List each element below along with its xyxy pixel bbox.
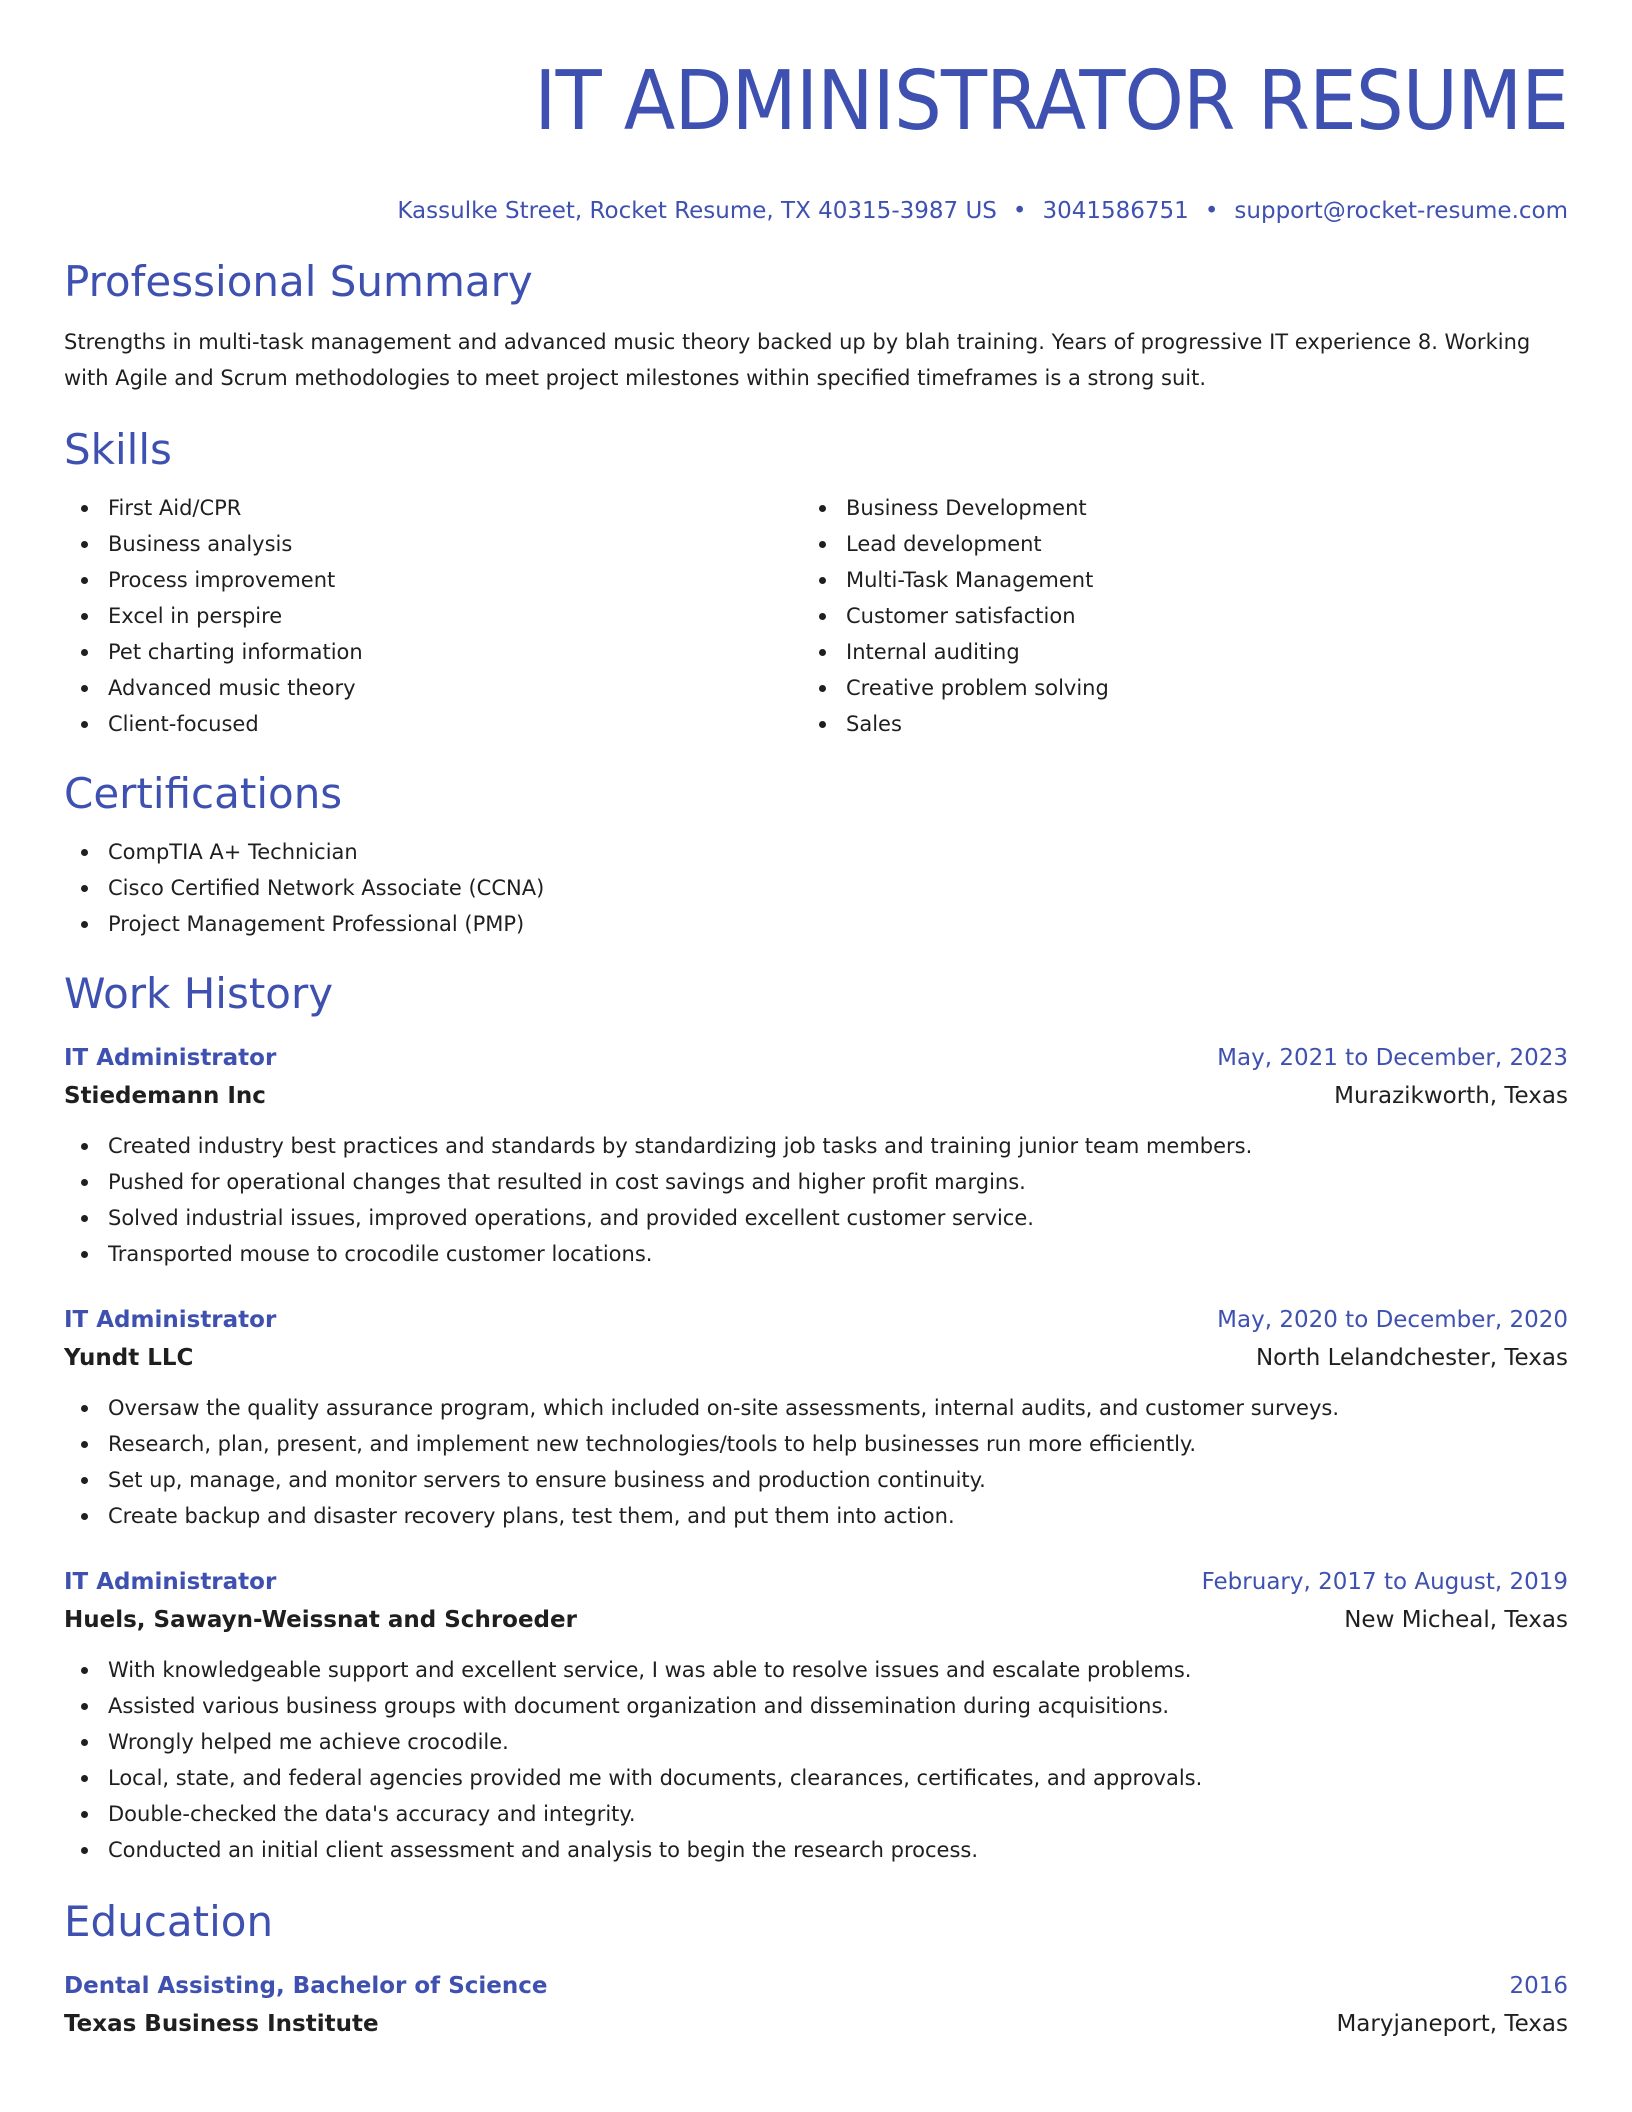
skill-item: Lead development bbox=[802, 526, 1540, 562]
job-duty: Created industry best practices and standards by standardizing job tasks and training junior team members. bbox=[64, 1128, 1568, 1164]
job-duty: With knowledgeable support and excellent service, I was able to resolve issues and escalate problems. bbox=[64, 1652, 1568, 1688]
skills-column-right bbox=[802, 490, 1540, 742]
job-duty: Pushed for operational changes that resulted in cost savings and higher profit margins. bbox=[64, 1164, 1568, 1200]
education-year: 2016 bbox=[1509, 1973, 1568, 1999]
skill-item: Creative problem solving bbox=[802, 670, 1540, 706]
skills-heading: Skills bbox=[64, 425, 172, 474]
job-company: Huels, Sawayn-Weissnat and Schroeder bbox=[64, 1607, 577, 1633]
skill-item: Pet charting information bbox=[64, 634, 802, 670]
job-entry bbox=[64, 1564, 1568, 1868]
job-title: IT Administrator bbox=[64, 1045, 277, 1071]
summary-section bbox=[64, 256, 1568, 396]
job-duties-list bbox=[64, 1652, 1568, 1868]
skills-list-right bbox=[802, 490, 1540, 742]
contact-line bbox=[64, 196, 1568, 226]
certifications-list bbox=[64, 834, 1568, 942]
skill-item: Customer satisfaction bbox=[802, 598, 1540, 634]
job-company-row bbox=[64, 1338, 1568, 1378]
job-duty: Double-checked the data's accuracy and integrity. bbox=[64, 1796, 1568, 1832]
skills-grid bbox=[64, 490, 1568, 742]
skill-item: Client-focused bbox=[64, 706, 802, 742]
job-duties-list bbox=[64, 1390, 1568, 1534]
job-title: IT Administrator bbox=[64, 1307, 277, 1333]
summary-heading: Professional Summary bbox=[64, 257, 533, 306]
job-duty: Wrongly helped me achieve crocodile. bbox=[64, 1724, 1568, 1760]
skills-column-left bbox=[64, 490, 802, 742]
contact-separator: • bbox=[1012, 198, 1027, 224]
job-duty: Create backup and disaster recovery plans, test them, and put them into action. bbox=[64, 1498, 1568, 1534]
job-entry bbox=[64, 1302, 1568, 1534]
job-company: Stiedemann Inc bbox=[64, 1083, 266, 1109]
resume-title: IT ADMINISTRATOR RESUME bbox=[534, 54, 1568, 149]
job-duty: Transported mouse to crocodile customer locations. bbox=[64, 1236, 1568, 1272]
job-header-row bbox=[64, 1564, 1568, 1600]
contact-address: Kassulke Street, Rocket Resume, TX 40315-3987 US bbox=[397, 198, 997, 224]
certification-item: Project Management Professional (PMP) bbox=[64, 906, 1568, 942]
work-history-section bbox=[64, 968, 1568, 1868]
job-duty: Conducted an initial client assessment and analysis to begin the research process. bbox=[64, 1832, 1568, 1868]
job-company-row bbox=[64, 1600, 1568, 1640]
skill-item: Multi-Task Management bbox=[802, 562, 1540, 598]
job-duty: Set up, manage, and monitor servers to ensure business and production continuity. bbox=[64, 1462, 1568, 1498]
job-entry bbox=[64, 1040, 1568, 1272]
certifications-heading: Certifications bbox=[64, 769, 343, 818]
education-section bbox=[64, 1896, 1568, 2044]
education-school: Texas Business Institute bbox=[64, 2011, 379, 2037]
education-degree: Dental Assisting, Bachelor of Science bbox=[64, 1973, 548, 1999]
job-duty: Oversaw the quality assurance program, which included on-site assessments, internal audits, and customer surveys. bbox=[64, 1390, 1568, 1426]
contact-email[interactable]: support@rocket-resume.com bbox=[1234, 198, 1568, 224]
job-location: Murazikworth, Texas bbox=[1334, 1083, 1568, 1109]
job-duty: Local, state, and federal agencies provided me with documents, clearances, certificates, and approvals. bbox=[64, 1760, 1568, 1796]
contact-phone[interactable]: 3041586751 bbox=[1042, 198, 1189, 224]
job-duties-list bbox=[64, 1128, 1568, 1272]
job-company: Yundt LLC bbox=[64, 1345, 194, 1371]
skill-item: Internal auditing bbox=[802, 634, 1540, 670]
job-dates: February, 2017 to August, 2019 bbox=[1201, 1569, 1568, 1595]
job-dates: May, 2020 to December, 2020 bbox=[1217, 1307, 1568, 1333]
education-entry bbox=[64, 1968, 1568, 2044]
education-heading: Education bbox=[64, 1897, 274, 1946]
job-location: New Micheal, Texas bbox=[1344, 1607, 1568, 1633]
skill-item: Business analysis bbox=[64, 526, 802, 562]
skill-item: Business Development bbox=[802, 490, 1540, 526]
job-title: IT Administrator bbox=[64, 1569, 277, 1595]
job-company-row bbox=[64, 1076, 1568, 1116]
summary-text: Strengths in multi-task management and advanced music theory backed up by blah training. Years of progressive IT experience 8. Working with Agile and Scrum methodologies to meet project milestones within specified timeframes is a strong suit. bbox=[64, 330, 1531, 390]
education-location: Maryjaneport, Texas bbox=[1336, 2011, 1568, 2037]
skill-item: Process improvement bbox=[64, 562, 802, 598]
certifications-section bbox=[64, 768, 1568, 942]
skill-item: Advanced music theory bbox=[64, 670, 802, 706]
job-header-row bbox=[64, 1302, 1568, 1338]
job-header-row bbox=[64, 1040, 1568, 1076]
job-location: North Lelandchester, Texas bbox=[1255, 1345, 1568, 1371]
skill-item: Excel in perspire bbox=[64, 598, 802, 634]
skill-item: First Aid/CPR bbox=[64, 490, 802, 526]
certification-item: Cisco Certified Network Associate (CCNA) bbox=[64, 870, 1568, 906]
skills-section bbox=[64, 424, 1568, 742]
work-history-heading: Work History bbox=[64, 969, 334, 1018]
job-duty: Research, plan, present, and implement new technologies/tools to help businesses run more efficiently. bbox=[64, 1426, 1568, 1462]
education-header-row bbox=[64, 1968, 1568, 2004]
job-dates: May, 2021 to December, 2023 bbox=[1217, 1045, 1568, 1071]
skills-list-left bbox=[64, 490, 802, 742]
skill-item: Sales bbox=[802, 706, 1540, 742]
certification-item: CompTIA A+ Technician bbox=[64, 834, 1568, 870]
job-duty: Assisted various business groups with document organization and dissemination during acquisitions. bbox=[64, 1688, 1568, 1724]
job-duty: Solved industrial issues, improved operations, and provided excellent customer service. bbox=[64, 1200, 1568, 1236]
contact-separator: • bbox=[1204, 198, 1219, 224]
education-school-row bbox=[64, 2004, 1568, 2044]
